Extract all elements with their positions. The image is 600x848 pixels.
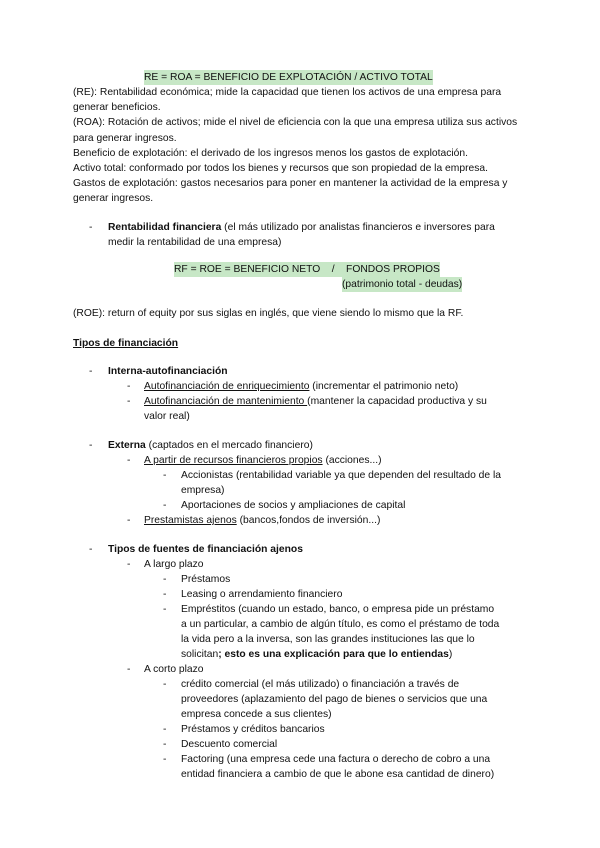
bullet-marker: -	[163, 604, 167, 615]
bullet-marker: -	[89, 544, 93, 555]
credito-line-2: proveedores (aplazamiento del pago de bienes o servicios que una	[181, 694, 488, 705]
bullet-marker: -	[127, 396, 131, 407]
bullet-marker: -	[163, 724, 167, 735]
formula-rf-roe: RF = ROE = BENEFICIO NETO / FONDOS PROPIOS	[174, 262, 440, 277]
bullet-marker: -	[163, 500, 167, 511]
corto-item-descuento: Descuento comercial	[181, 739, 278, 750]
interna-item-1	[144, 379, 458, 394]
emprestitos-line-3: la vida pero a la inversa, son las grandes instituciones las que lo	[181, 634, 475, 645]
formula-re-roa: RE = ROA = BENEFICIO DE EXPLOTACIÓN / ACTIVO TOTAL	[144, 70, 433, 85]
emprestitos-solicitan: solicitan	[181, 649, 219, 660]
roe-note: (ROE): return of equity por sus siglas en inglés, que viene siendo lo mismo que la RF.	[73, 308, 464, 319]
externa-sub-1: Accionistas (rentabilidad variable ya que dependen del resultado de la	[181, 470, 501, 481]
largo-plazo: A largo plazo	[144, 559, 204, 570]
rf-desc: (el más utilizado por analistas financieros e inversores para	[221, 222, 495, 233]
formula-rf-sub: (patrimonio total - deudas)	[342, 277, 462, 292]
definition-beneficio: Beneficio de explotación: el derivado de los ingresos menos los gastos de explotación.	[73, 147, 468, 159]
externa-item-2-desc: (bancos,fondos de inversión...)	[236, 515, 381, 526]
bullet-marker: -	[89, 366, 93, 377]
definition-re: (RE): Rentabilidad económica; mide la capacidad que tienen los activos de una empresa para generar beneficios.	[73, 87, 502, 114]
bullet-marker: -	[89, 440, 93, 451]
rf-line-2: medir la rentabilidad de una empresa)	[108, 237, 282, 248]
externa-title: Externa	[108, 440, 146, 451]
externa-item-1	[144, 453, 382, 468]
emprestitos-line-4	[181, 647, 452, 662]
interna-title: Interna-autofinanciación	[108, 366, 228, 377]
definition-gastos: Gastos de explotación: gastos necesarios para poner en mantener la actividad de la empresa y generar ingresos.	[73, 178, 508, 205]
bullet-marker: -	[127, 381, 131, 392]
ajenos-title: Tipos de fuentes de financiación ajenos	[108, 544, 303, 555]
bullet-marker: -	[89, 222, 93, 233]
section-title: Tipos de financiación	[73, 338, 179, 349]
bullet-marker: -	[163, 679, 167, 690]
factoring-line-1: Factoring (una empresa cede una factura o derecho de cobro a una	[181, 754, 491, 765]
externa-line	[108, 438, 313, 453]
definition-roa: (ROA): Rotación de activos; mide el nivel de eficiencia con la que una empresa utiliza sus activos para generar ingresos.	[73, 117, 518, 144]
externa-item-2-label: Prestamistas ajenos	[144, 515, 237, 526]
externa-sub-2: Aportaciones de socios y ampliaciones de capital	[181, 500, 406, 511]
interna-item-2-label: Autofinanciación de mantenimiento	[144, 396, 308, 407]
bullet-marker: -	[163, 470, 167, 481]
bullet-marker: -	[127, 664, 131, 675]
emprestitos-note: ; esto es una explicación para que lo entiendas	[218, 649, 449, 660]
corto-plazo: A corto plazo	[144, 664, 204, 675]
bullet-marker: -	[127, 455, 131, 466]
emprestitos-line-1: Empréstitos (cuando un estado, banco, o empresa pide un préstamo	[181, 604, 495, 615]
bullet-marker: -	[127, 515, 131, 526]
definitions-block	[73, 85, 531, 207]
bullet-marker: -	[163, 589, 167, 600]
rf-title: Rentabilidad financiera	[108, 222, 222, 233]
externa-item-1-label: A partir de recursos financieros propios	[144, 455, 323, 466]
interna-item-2-desc: (mantener la capacidad productiva y su	[307, 396, 487, 407]
definition-activo: Activo total: conformado por todos los bienes y recursos que son propiedad de la empresa.	[73, 163, 488, 175]
externa-desc: (captados en el mercado financiero)	[145, 440, 313, 451]
bullet-marker: -	[127, 559, 131, 570]
externa-item-2	[144, 513, 380, 528]
bullet-marker: -	[163, 739, 167, 750]
interna-item-1-label: Autofinanciación de enriquecimiento	[144, 381, 310, 392]
credito-line-3: empresa concede a sus clientes)	[181, 709, 332, 720]
emprestitos-close: )	[448, 649, 453, 660]
largo-item-leasing: Leasing o arrendamiento financiero	[181, 589, 343, 600]
emprestitos-line-2: a un particular, a cambio de algún título, es como el préstamo de toda	[181, 619, 500, 630]
rf-line-1	[108, 220, 495, 235]
largo-item-prestamos: Préstamos	[181, 574, 231, 585]
interna-item-2-cont: valor real)	[144, 411, 190, 422]
bullet-marker: -	[163, 754, 167, 765]
externa-item-1-desc: (acciones...)	[322, 455, 382, 466]
corto-item-prestamos: Préstamos y créditos bancarios	[181, 724, 325, 735]
externa-sub-1-cont: empresa)	[181, 485, 225, 496]
interna-item-1-desc: (incrementar el patrimonio neto)	[309, 381, 459, 392]
credito-line-1: crédito comercial (el más utilizado) o financiación a través de	[181, 679, 460, 690]
bullet-marker: -	[163, 574, 167, 585]
interna-item-2	[144, 394, 527, 409]
factoring-line-2: entidad financiera a cambio de que le abone esa cantidad de dinero)	[181, 769, 495, 780]
